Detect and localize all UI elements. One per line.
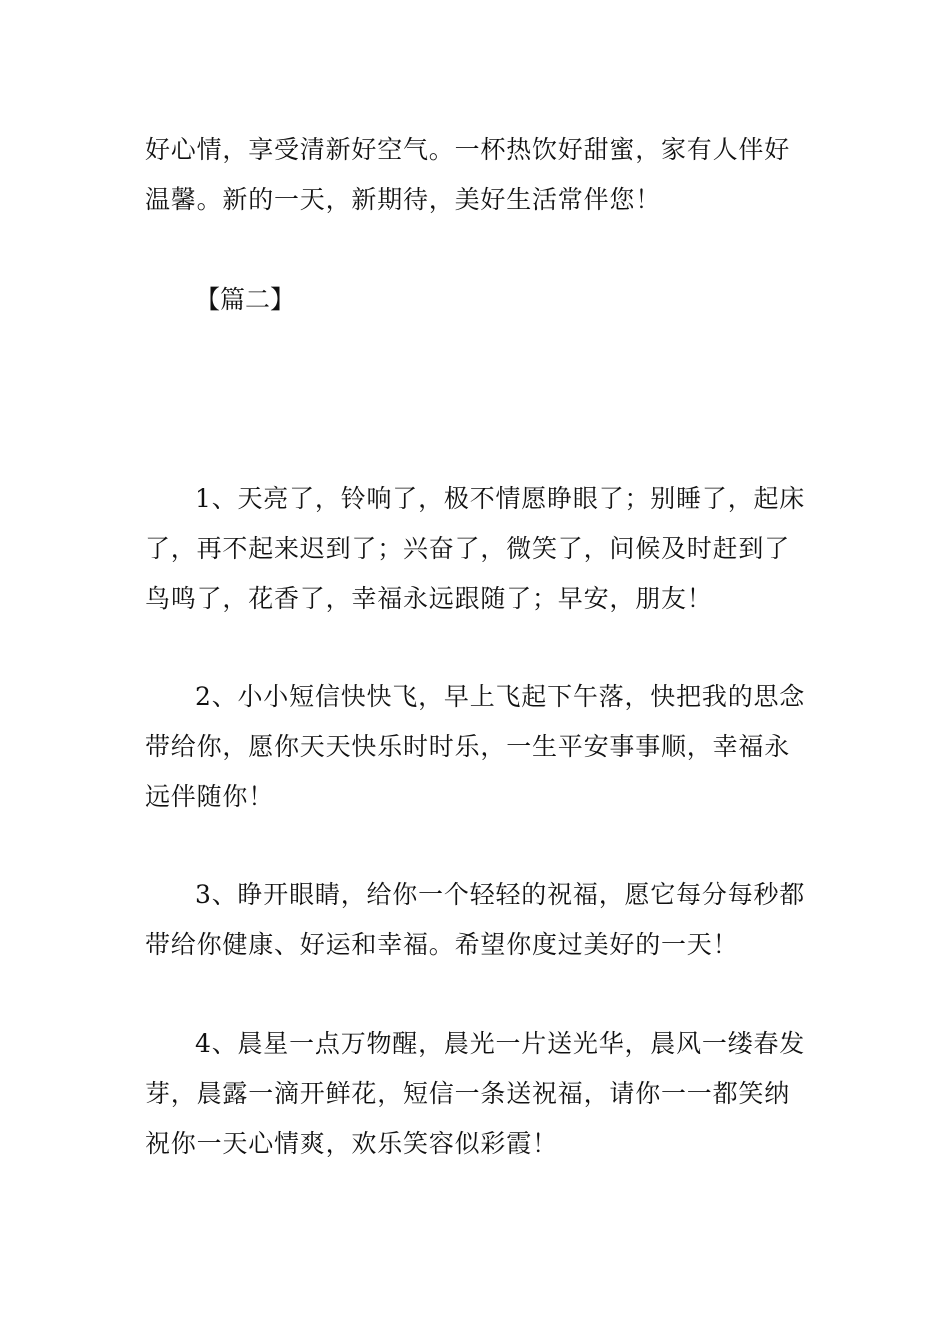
intro-line-1: 好心情，享受清新好空气。一杯热饮好甜蜜，家有人伴好 [145,135,791,164]
item-1-line-3: 鸟鸣了，花香了，幸福永远跟随了；早安，朋友！ [145,584,713,613]
section-heading: 【篇二】 [195,285,296,314]
intro-line-2: 温馨。新的一天，新期待，美好生活常伴您！ [145,185,662,214]
item-1-line-2: 了，再不起来迟到了；兴奋了，微笑了，问候及时赶到了 [145,534,791,563]
item-4-line-3: 祝你一天心情爽，欢乐笑容似彩霞！ [145,1129,558,1158]
item-4-line-2: 芽，晨露一滴开鲜花，短信一条送祝福，请你一一都笑纳 [145,1079,791,1108]
item-1-line-1: 1、天亮了，铃响了，极不情愿睁眼了；别睡了，起床 [195,484,806,513]
item-2-line-1: 2、小小短信快快飞，早上飞起下午落，快把我的思念 [195,682,806,711]
item-2-line-2: 带给你，愿你天天快乐时时乐，一生平安事事顺，幸福永 [145,732,791,761]
item-3-line-1: 3、睁开眼睛，给你一个轻轻的祝福，愿它每分每秒都 [195,880,806,909]
item-2-line-3: 远伴随你！ [145,782,275,811]
item-3-line-2: 带给你健康、好运和幸福。希望你度过美好的一天！ [145,930,739,959]
item-4-line-1: 4、晨星一点万物醒，晨光一片送光华，晨风一缕春发 [195,1029,806,1058]
